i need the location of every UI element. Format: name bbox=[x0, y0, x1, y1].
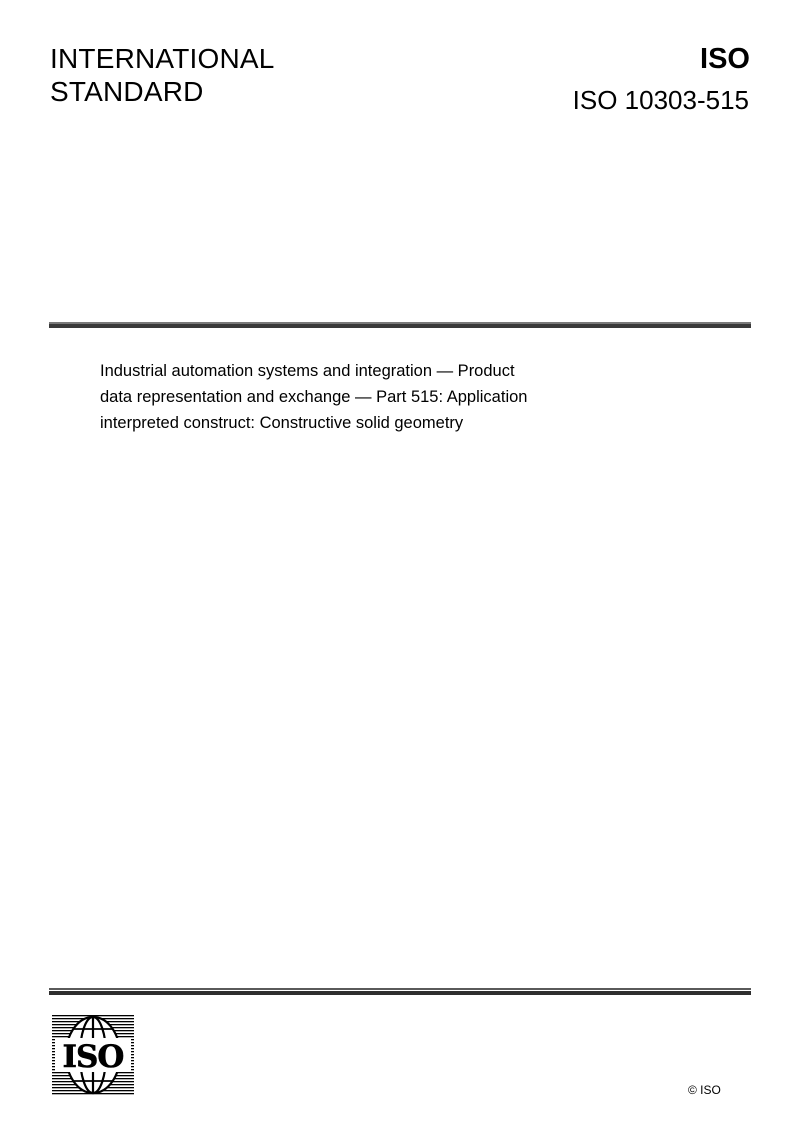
document-type-line-2: STANDARD bbox=[50, 76, 204, 107]
title-line-3: interpreted construct: Constructive solid geometry bbox=[100, 414, 464, 432]
bottom-divider-thick bbox=[49, 991, 751, 995]
document-title bbox=[100, 358, 570, 436]
title-line-2: data representation and exchange — Part 515: Application bbox=[100, 388, 528, 406]
iso-logo-icon bbox=[52, 1015, 134, 1095]
svg-text:ISO: ISO bbox=[62, 1039, 124, 1075]
document-type bbox=[50, 42, 275, 108]
standard-number: ISO 10303-515 bbox=[572, 85, 749, 115]
organization-mark: ISO bbox=[700, 43, 750, 75]
bottom-divider-thin bbox=[49, 988, 751, 990]
top-divider-highlight bbox=[49, 322, 751, 324]
copyright-notice: © ISO bbox=[688, 1083, 721, 1097]
document-type-line-1: INTERNATIONAL bbox=[50, 43, 275, 74]
title-line-1: Industrial automation systems and integration — Product bbox=[100, 362, 515, 380]
